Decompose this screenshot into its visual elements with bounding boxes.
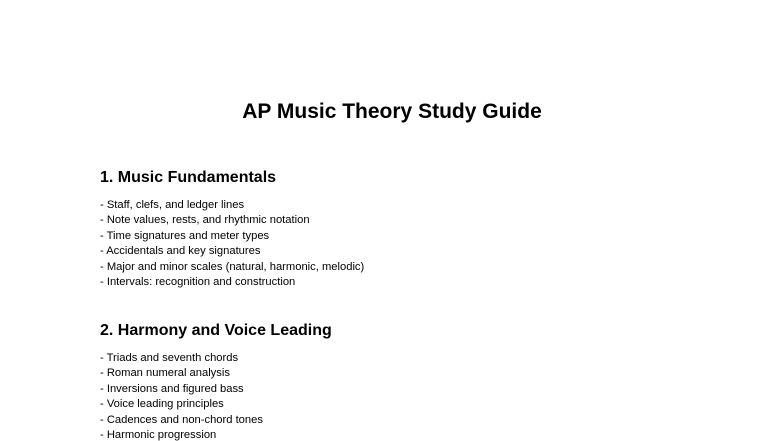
list-item: - Accidentals and key signatures (100, 245, 261, 258)
list-item: - Inversions and figured bass (100, 382, 244, 395)
document-title: AP Music Theory Study Guide (242, 100, 542, 123)
section-list-harmony-voice-leading (100, 351, 263, 441)
list-item: - Major and minor scales (natural, harmonic, melodic) (100, 260, 365, 273)
list-item: - Harmonic progression (100, 429, 217, 441)
section-heading-music-fundamentals: 1. Music Fundamentals (100, 169, 277, 186)
list-item: - Intervals: recognition and construction (100, 276, 296, 289)
list-item: - Time signatures and meter types (100, 229, 270, 242)
list-item: - Voice leading principles (100, 398, 224, 411)
section-list-music-fundamentals (100, 198, 364, 290)
section-heading-harmony-voice-leading: 2. Harmony and Voice Leading (100, 322, 332, 339)
list-item: - Roman numeral analysis (100, 367, 230, 380)
list-item: - Staff, clefs, and ledger lines (100, 199, 245, 211)
list-item: - Note values, rests, and rhythmic notation (100, 214, 310, 227)
list-item: - Triads and seventh chords (100, 352, 239, 364)
list-item: - Cadences and non-chord tones (100, 413, 263, 426)
